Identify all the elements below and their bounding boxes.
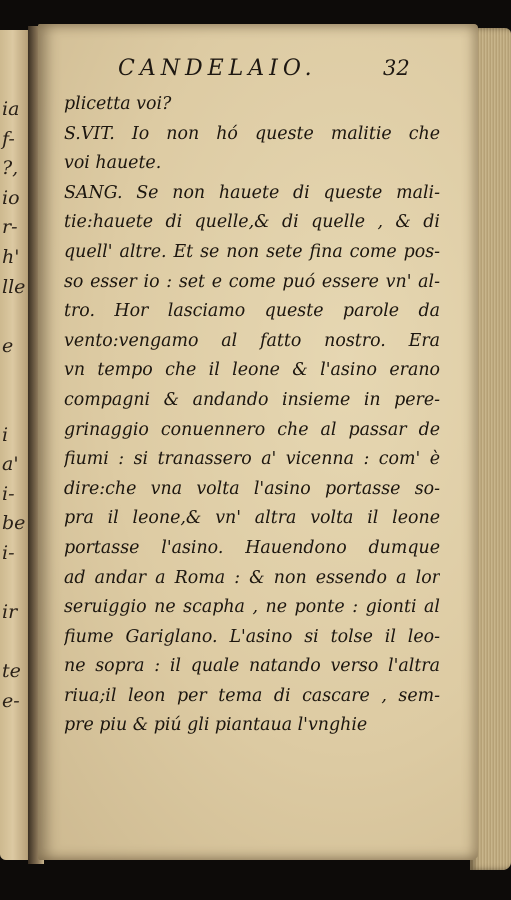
text-line: vn tempo che il leone & l'asino erano — [64, 360, 440, 381]
text-line: vento:vengamo al fatto nostro. Era — [64, 330, 440, 351]
text-line: riua;il leon per tema di cascare , sem- — [64, 685, 440, 706]
body-text — [64, 90, 440, 741]
left-page-fragment: e- — [2, 690, 20, 712]
left-page-fragment: h' — [2, 246, 20, 268]
text-line: compagni & andando insieme in pere- — [64, 389, 440, 410]
text-line: grinaggio conuennero che al passar de — [64, 419, 440, 440]
text-line: fiume Gariglano. L'asino si tolse il leo- — [64, 626, 440, 647]
text-line: pre piu & piú gli piantaua l'vnghie — [64, 715, 368, 736]
text-line: quell' altre. Et se non sete fina come pos- — [64, 241, 440, 262]
left-page-fragment: e — [2, 334, 14, 357]
text-line: plicetta voi? — [64, 94, 172, 114]
text-line: S.VIT. Io non hó queste malitie che — [64, 123, 440, 144]
text-line: portasse l'asino. Hauendono dumque — [64, 537, 440, 558]
text-line: tro. Hor lasciamo queste parole da — [64, 301, 440, 322]
left-page-fragment: ia — [2, 98, 20, 120]
left-page-fragment: be — [2, 512, 26, 535]
left-page-fragment: f- — [2, 127, 15, 150]
text-line: SANG. Se non hauete di queste mali- — [64, 182, 440, 203]
text-line: tie:hauete di quelle,& di quelle , & di — [64, 212, 440, 233]
left-page-fragment: io — [2, 186, 20, 209]
text-line: so esser io : set e come puó essere vn' al- — [64, 271, 440, 292]
left-page-fragment: lle — [2, 275, 26, 298]
page-number: 32 — [383, 56, 410, 80]
text-line: voi hauete. — [64, 153, 162, 174]
text-line: pra il leone,& vn' altra volta il leone — [64, 508, 440, 529]
left-page-fragment: ir — [2, 601, 18, 624]
left-page-fragment: ?, — [2, 157, 19, 180]
left-page-fragment: i- — [2, 542, 15, 564]
text-line: ne sopra : il quale natando verso l'altra — [64, 656, 440, 677]
left-page-fragment: te — [2, 660, 21, 683]
text-line: ad andar a Roma : & non essendo a lor — [64, 567, 440, 588]
running-title: CANDELAIO. — [118, 56, 317, 81]
text-line: dire:che vna volta l'asino portasse so- — [64, 478, 440, 499]
left-page-fragment: i- — [2, 482, 15, 505]
left-page-fragment: a' — [2, 453, 19, 476]
text-line: fiumi : si tranassero a' vicenna : com' è — [64, 449, 440, 470]
text-line: seruiggio ne scapha , ne ponte : gionti al — [64, 597, 440, 618]
left-page-fragment: i — [2, 423, 9, 446]
left-page-fragment: r- — [2, 216, 18, 239]
